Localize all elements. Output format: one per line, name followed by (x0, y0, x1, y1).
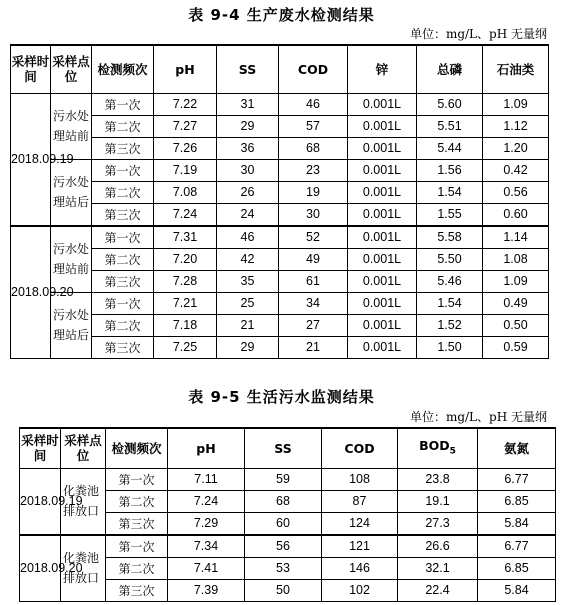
bod-cell: 32.1 (398, 557, 478, 579)
frequency-cell: 第二次 (92, 248, 154, 270)
bod-label: BOD (419, 437, 450, 453)
table-row (11, 137, 549, 159)
frequency-cell: 第二次 (92, 314, 154, 336)
oil-cell: 1.09 (483, 93, 549, 115)
sampling-point-cell: 化粪池排放口 (61, 468, 106, 535)
table1-title: 表 9-4 生产废水检测结果 (188, 6, 375, 24)
header-frequency: 检测频次 (92, 45, 154, 93)
sampling-date-cell: 2018.09.19 (20, 468, 61, 535)
frequency-cell: 第一次 (106, 468, 168, 490)
bod-cell: 26.6 (398, 535, 478, 558)
tp-cell: 1.52 (417, 314, 483, 336)
table-row (11, 181, 549, 203)
bod-cell: 19.1 (398, 490, 478, 512)
zinc-cell: 0.001L (348, 270, 417, 292)
cod-cell: 21 (279, 336, 348, 358)
tp-cell: 5.50 (417, 248, 483, 270)
nh3-cell: 6.85 (478, 490, 556, 512)
ss-cell: 31 (217, 93, 279, 115)
zinc-cell: 0.001L (348, 248, 417, 270)
zinc-cell: 0.001L (348, 93, 417, 115)
zinc-cell: 0.001L (348, 203, 417, 226)
ss-cell: 21 (217, 314, 279, 336)
cod-cell: 30 (279, 203, 348, 226)
ph-cell: 7.19 (154, 159, 217, 181)
cod-cell: 124 (322, 512, 398, 535)
header-sampling-time: 采样时间 (11, 45, 51, 93)
table-row (20, 468, 556, 490)
tp-cell: 5.51 (417, 115, 483, 137)
header-sampling-point: 采样点位 (61, 428, 106, 468)
ph-cell: 7.18 (154, 314, 217, 336)
zinc-cell: 0.001L (348, 181, 417, 203)
ph-cell: 7.22 (154, 93, 217, 115)
table2-title: 表 9-5 生活污水监测结果 (188, 388, 375, 406)
ph-cell: 7.21 (154, 292, 217, 314)
header-ph: pH (154, 45, 217, 93)
cod-cell: 121 (322, 535, 398, 558)
zinc-cell: 0.001L (348, 226, 417, 249)
frequency-cell: 第二次 (92, 115, 154, 137)
sampling-date-cell: 2018.09.19 (11, 93, 51, 226)
ss-cell: 35 (217, 270, 279, 292)
header-ss: SS (245, 428, 322, 468)
header-sampling-point: 采样点位 (51, 45, 92, 93)
tp-cell: 1.54 (417, 292, 483, 314)
ss-cell: 46 (217, 226, 279, 249)
frequency-cell: 第二次 (92, 181, 154, 203)
cod-cell: 27 (279, 314, 348, 336)
nh3-cell: 6.85 (478, 557, 556, 579)
ss-cell: 24 (217, 203, 279, 226)
oil-cell: 0.50 (483, 314, 549, 336)
header-sampling-time: 采样时间 (20, 428, 61, 468)
frequency-cell: 第一次 (92, 292, 154, 314)
header-ss: SS (217, 45, 279, 93)
header-frequency: 检测频次 (106, 428, 168, 468)
bod-cell: 22.4 (398, 579, 478, 601)
frequency-cell: 第三次 (106, 512, 168, 535)
ss-cell: 29 (217, 336, 279, 358)
ph-cell: 7.29 (168, 512, 245, 535)
tp-cell: 1.54 (417, 181, 483, 203)
ss-cell: 68 (245, 490, 322, 512)
frequency-cell: 第三次 (92, 270, 154, 292)
table-row (11, 93, 549, 115)
oil-cell: 1.12 (483, 115, 549, 137)
tp-cell: 1.55 (417, 203, 483, 226)
header-total-phosphorus: 总磷 (417, 45, 483, 93)
tp-cell: 5.58 (417, 226, 483, 249)
nh3-cell: 6.77 (478, 468, 556, 490)
cod-cell: 68 (279, 137, 348, 159)
bod-cell: 23.8 (398, 468, 478, 490)
ss-cell: 42 (217, 248, 279, 270)
zinc-cell: 0.001L (348, 336, 417, 358)
header-bod5 (398, 428, 478, 468)
tp-cell: 5.60 (417, 93, 483, 115)
nh3-cell: 5.84 (478, 579, 556, 601)
table1-body (11, 93, 549, 358)
cod-cell: 61 (279, 270, 348, 292)
table-row (11, 248, 549, 270)
cod-cell: 23 (279, 159, 348, 181)
sampling-point-cell: 化粪池排放口 (61, 535, 106, 602)
ph-cell: 7.26 (154, 137, 217, 159)
ss-cell: 30 (217, 159, 279, 181)
ph-cell: 7.20 (154, 248, 217, 270)
frequency-cell: 第一次 (92, 226, 154, 249)
tp-cell: 5.46 (417, 270, 483, 292)
ss-cell: 56 (245, 535, 322, 558)
sampling-point-cell: 污水处理站后 (51, 292, 92, 358)
table-row (11, 226, 549, 249)
cod-cell: 34 (279, 292, 348, 314)
frequency-cell: 第三次 (92, 137, 154, 159)
oil-cell: 1.14 (483, 226, 549, 249)
ss-cell: 53 (245, 557, 322, 579)
ph-cell: 7.34 (168, 535, 245, 558)
ph-cell: 7.11 (168, 468, 245, 490)
frequency-cell: 第一次 (92, 159, 154, 181)
ss-cell: 29 (217, 115, 279, 137)
cod-cell: 146 (322, 557, 398, 579)
table-row (11, 203, 549, 226)
frequency-cell: 第二次 (106, 490, 168, 512)
frequency-cell: 第二次 (106, 557, 168, 579)
frequency-cell: 第三次 (92, 203, 154, 226)
cod-cell: 52 (279, 226, 348, 249)
cod-cell: 57 (279, 115, 348, 137)
table-row (11, 270, 549, 292)
ph-cell: 7.24 (168, 490, 245, 512)
zinc-cell: 0.001L (348, 314, 417, 336)
production-wastewater-table (10, 44, 549, 359)
zinc-cell: 0.001L (348, 292, 417, 314)
sampling-point-cell: 污水处理站后 (51, 159, 92, 226)
sampling-point-cell: 污水处理站前 (51, 226, 92, 293)
bod-cell: 27.3 (398, 512, 478, 535)
cod-cell: 102 (322, 579, 398, 601)
nh3-cell: 6.77 (478, 535, 556, 558)
nh3-cell: 5.84 (478, 512, 556, 535)
zinc-cell: 0.001L (348, 137, 417, 159)
header-petroleum: 石油类 (483, 45, 549, 93)
header-zinc: 锌 (348, 45, 417, 93)
ph-cell: 7.28 (154, 270, 217, 292)
cod-cell: 46 (279, 93, 348, 115)
header-cod: COD (279, 45, 348, 93)
ph-cell: 7.08 (154, 181, 217, 203)
cod-cell: 49 (279, 248, 348, 270)
ph-cell: 7.24 (154, 203, 217, 226)
oil-cell: 0.60 (483, 203, 549, 226)
ss-cell: 36 (217, 137, 279, 159)
tp-cell: 1.50 (417, 336, 483, 358)
tp-cell: 1.56 (417, 159, 483, 181)
table-row (11, 159, 549, 181)
oil-cell: 0.42 (483, 159, 549, 181)
table2-body (20, 468, 556, 601)
oil-cell: 0.59 (483, 336, 549, 358)
table-row (20, 535, 556, 558)
zinc-cell: 0.001L (348, 115, 417, 137)
oil-cell: 0.56 (483, 181, 549, 203)
tp-cell: 5.44 (417, 137, 483, 159)
table-header-row (20, 428, 556, 468)
sampling-date-cell: 2018.09.20 (11, 226, 51, 359)
bod-subscript: 5 (449, 446, 456, 456)
sampling-point-cell: 污水处理站前 (51, 93, 92, 159)
frequency-cell: 第一次 (106, 535, 168, 558)
table-header-row (11, 45, 549, 93)
ss-cell: 25 (217, 292, 279, 314)
frequency-cell: 第一次 (92, 93, 154, 115)
frequency-cell: 第三次 (92, 336, 154, 358)
ph-cell: 7.39 (168, 579, 245, 601)
frequency-cell: 第三次 (106, 579, 168, 601)
sampling-date-cell: 2018.09.20 (20, 535, 61, 602)
header-cod: COD (322, 428, 398, 468)
cod-cell: 108 (322, 468, 398, 490)
oil-cell: 1.09 (483, 270, 549, 292)
ph-cell: 7.25 (154, 336, 217, 358)
ss-cell: 60 (245, 512, 322, 535)
oil-cell: 1.20 (483, 137, 549, 159)
ph-cell: 7.41 (168, 557, 245, 579)
cod-cell: 87 (322, 490, 398, 512)
ss-cell: 59 (245, 468, 322, 490)
table-row (11, 292, 549, 314)
ss-cell: 26 (217, 181, 279, 203)
header-ammonia-nitrogen: 氨氮 (478, 428, 556, 468)
table1-unit: 单位：mg/L、pH 无量纲 (409, 27, 547, 41)
table-row (11, 115, 549, 137)
table-row (11, 336, 549, 358)
header-ph: pH (168, 428, 245, 468)
table2-unit: 单位：mg/L、pH 无量纲 (409, 410, 547, 424)
ph-cell: 7.31 (154, 226, 217, 249)
oil-cell: 1.08 (483, 248, 549, 270)
zinc-cell: 0.001L (348, 159, 417, 181)
cod-cell: 19 (279, 181, 348, 203)
table-row (11, 314, 549, 336)
ph-cell: 7.27 (154, 115, 217, 137)
ss-cell: 50 (245, 579, 322, 601)
oil-cell: 0.49 (483, 292, 549, 314)
domestic-sewage-table (19, 427, 556, 602)
